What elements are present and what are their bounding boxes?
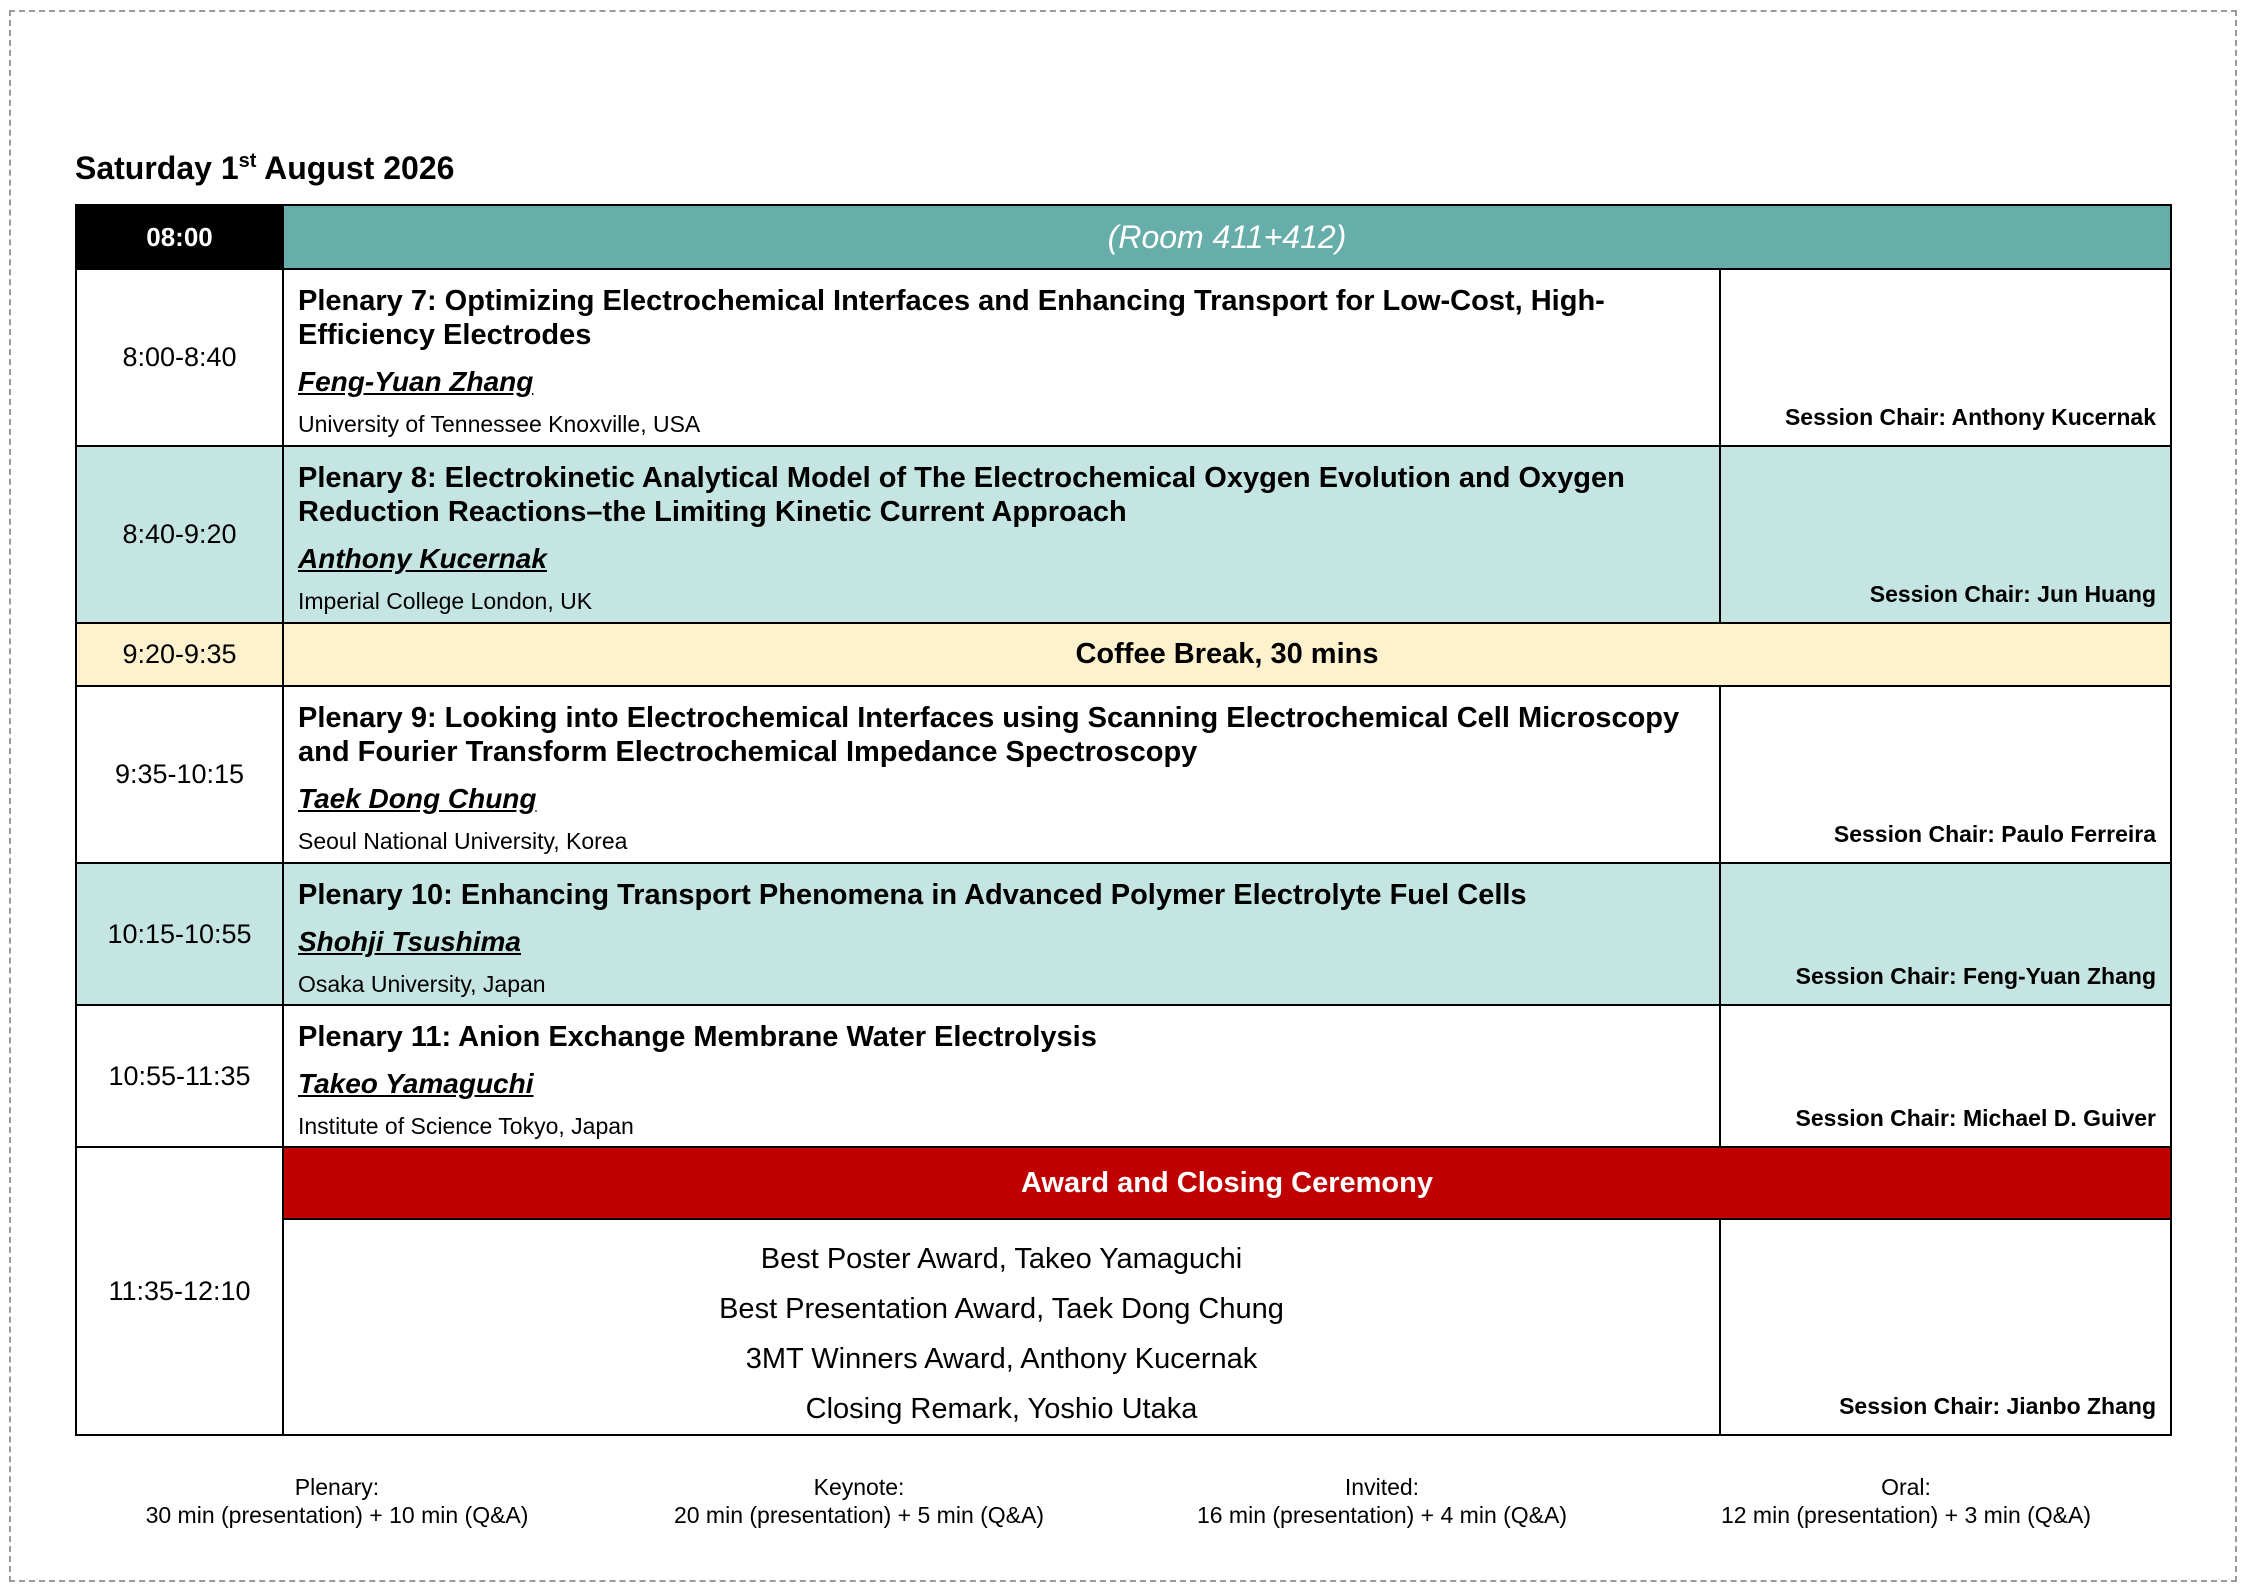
talk-cell (283, 446, 1720, 623)
speaker-name: Taek Dong Chung (298, 783, 537, 814)
chair-cell (1720, 686, 2171, 863)
coffee-break-row (76, 623, 2171, 686)
header-time: 08:00 (76, 205, 283, 269)
award-list (283, 1219, 1720, 1435)
speaker-affiliation: Institute of Science Tokyo, Japan (298, 1113, 634, 1139)
legend-label: Keynote: (813, 1474, 905, 1500)
award-item: Closing Remark, Yoshio Utaka (805, 1393, 1198, 1425)
legend-label: Invited: (1344, 1474, 1420, 1500)
chair-cell (1720, 1219, 2171, 1435)
closing-row (76, 1219, 2171, 1435)
session-chair: Session Chair: Paulo Ferreira (1833, 821, 2156, 847)
session-row (76, 269, 2171, 446)
session-time: 9:35-10:15 (76, 686, 283, 863)
talk-cell (283, 863, 1720, 1005)
schedule-table (75, 204, 2172, 1436)
session-time: 8:00-8:40 (76, 269, 283, 446)
talk-title: Plenary 9: Looking into Electrochemical Interfaces using Scanning Electrochemical Cell Microscopy and Fourier Transform Electrochemical Impedance Spectroscopy (298, 702, 1680, 768)
chair-cell (1720, 863, 2171, 1005)
talk-title: Plenary 11: Anion Exchange Membrane Water Electrolysis (298, 1021, 1097, 1053)
closing-title: Award and Closing Ceremony (283, 1147, 2171, 1219)
talk-cell (283, 686, 1720, 863)
session-time: 8:40-9:20 (76, 446, 283, 623)
closing-time: 11:35-12:10 (76, 1147, 283, 1435)
legend-label: Plenary: (294, 1474, 380, 1500)
session-chair: Session Chair: Michael D. Guiver (1795, 1105, 2156, 1131)
session-row (76, 686, 2171, 863)
legend-detail: 16 min (presentation) + 4 min (Q&A) (1196, 1502, 1568, 1528)
session-chair: Session Chair: Anthony Kucernak (1784, 404, 2156, 430)
chair-cell (1720, 446, 2171, 623)
coffee-break-label: Coffee Break, 30 mins (283, 623, 2171, 686)
session-chair: Session Chair: Jianbo Zhang (1839, 1393, 2156, 1419)
chair-cell (1720, 269, 2171, 446)
header-row (76, 205, 2171, 269)
room-label: (Room 411+412) (283, 205, 2171, 269)
session-time: 10:15-10:55 (76, 863, 283, 1005)
speaker-name: Takeo Yamaguchi (298, 1068, 534, 1099)
legend-detail: 30 min (presentation) + 10 min (Q&A) (145, 1502, 529, 1528)
day-title: Saturday 1st August 2026 (75, 150, 455, 186)
speaker-name: Shohji Tsushima (298, 926, 521, 957)
session-row (76, 1005, 2171, 1147)
session-row (76, 863, 2171, 1005)
speaker-affiliation: Osaka University, Japan (298, 971, 546, 997)
talk-cell (283, 269, 1720, 446)
legend-label: Oral: (1881, 1474, 1931, 1500)
speaker-name: Feng-Yuan Zhang (298, 366, 534, 397)
talk-cell (283, 1005, 1720, 1147)
talk-title: Plenary 10: Enhancing Transport Phenomena in Advanced Polymer Electrolyte Fuel Cells (298, 879, 1527, 911)
award-item: Best Poster Award, Takeo Yamaguchi (760, 1243, 1243, 1275)
speaker-affiliation: Seoul National University, Korea (298, 828, 628, 854)
closing-header-row (76, 1147, 2171, 1219)
speaker-affiliation: University of Tennessee Knoxville, USA (298, 411, 701, 437)
award-item: Best Presentation Award, Taek Dong Chung (719, 1293, 1284, 1325)
talk-title: Plenary 7: Optimizing Electrochemical Interfaces and Enhancing Transport for Low-Cost, High-Efficiency Electrodes (298, 285, 1605, 351)
session-row (76, 446, 2171, 623)
session-chair: Session Chair: Feng-Yuan Zhang (1795, 963, 2156, 989)
legend-oral (1721, 1473, 2091, 1529)
coffee-break-time: 9:20-9:35 (76, 623, 283, 686)
legend (0, 1473, 2246, 1533)
speaker-name: Anthony Kucernak (298, 543, 547, 574)
legend-detail: 20 min (presentation) + 5 min (Q&A) (673, 1502, 1045, 1528)
legend-plenary (146, 1473, 529, 1529)
session-chair: Session Chair: Jun Huang (1869, 581, 2156, 607)
legend-detail: 12 min (presentation) + 3 min (Q&A) (1720, 1502, 2092, 1528)
award-item: 3MT Winners Award, Anthony Kucernak (745, 1343, 1258, 1375)
chair-cell (1720, 1005, 2171, 1147)
legend-invited (1197, 1473, 1567, 1529)
speaker-affiliation: Imperial College London, UK (298, 588, 593, 614)
talk-title: Plenary 8: Electrokinetic Analytical Model of The Electrochemical Oxygen Evolution and Oxygen Reduction Reactions–the Limiting Kinetic Current Approach (298, 462, 1625, 528)
session-time: 10:55-11:35 (76, 1005, 283, 1147)
legend-keynote (674, 1473, 1044, 1529)
